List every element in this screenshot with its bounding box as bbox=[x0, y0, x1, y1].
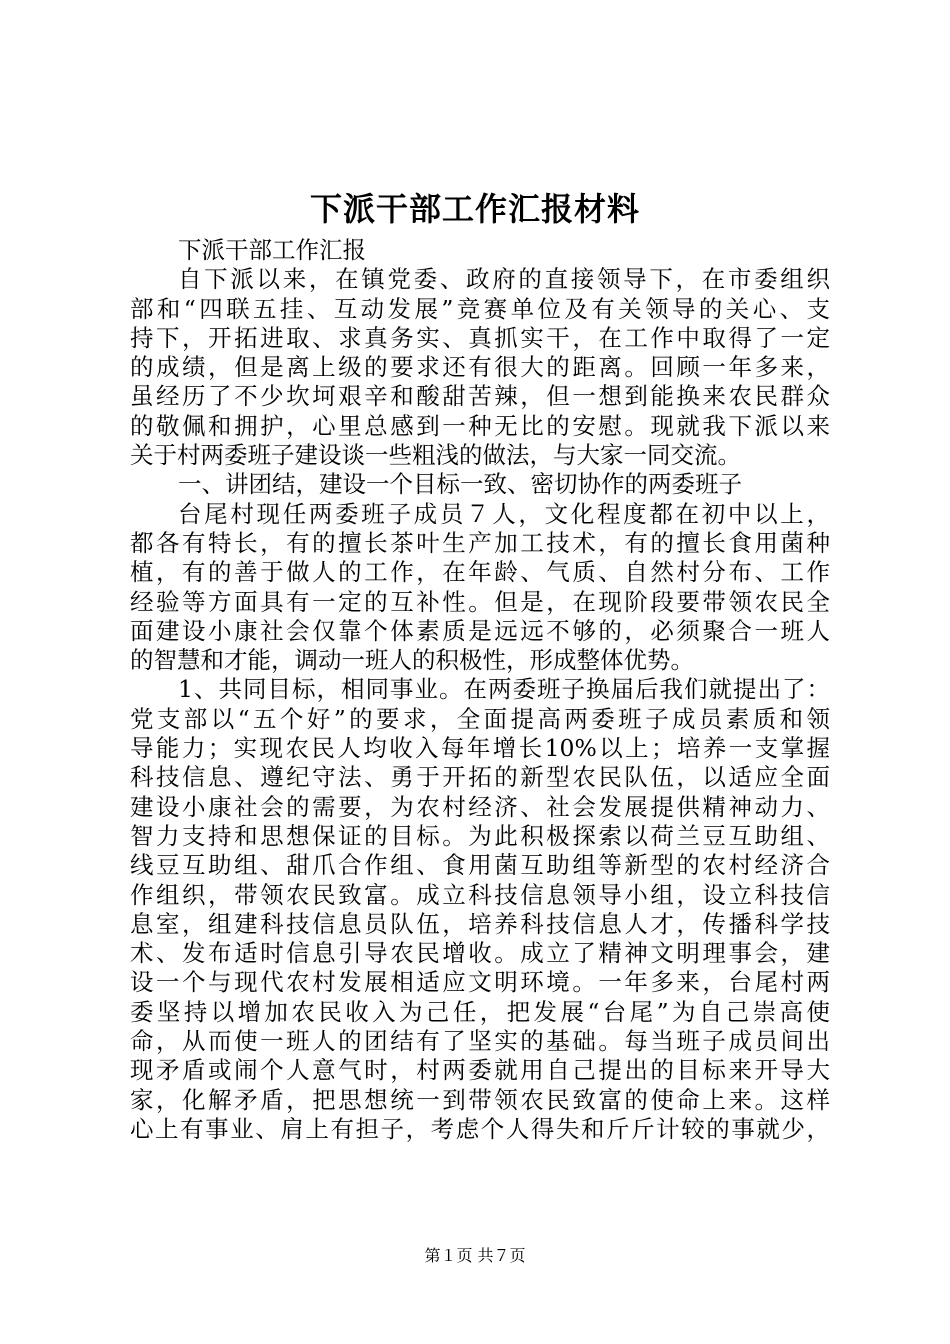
paragraph-line: 息室，组建科技信息员队伍，培养科技信息人才，传播科学技 bbox=[130, 909, 830, 938]
paragraph-line: 命，从而使一班人的团结有了坚实的基础。每当班子成员间出 bbox=[130, 1027, 830, 1056]
paragraph-line: 部和“四联五挂、互动发展”竞赛单位及有关领导的关心、支 bbox=[130, 294, 830, 323]
page-footer: 第１页 共７页 bbox=[424, 1246, 526, 1265]
paragraph-line: 持下，开拓进取、求真务实、真抓实干，在工作中取得了一定 bbox=[130, 323, 830, 352]
paragraph-line: 1、共同目标，相同事业。在两委班子换届后我们就提出了： bbox=[178, 675, 830, 704]
paragraph-line: 经验等方面具有一定的互补性。但是，在现阶段要带领农民全 bbox=[130, 587, 830, 616]
paragraph-line: 术、发布适时信息引导农民增收。成立了精神文明理事会，建 bbox=[130, 939, 830, 968]
paragraph-line: 的成绩，但是离上级的要求还有很大的距离。回顾一年多来， bbox=[130, 353, 830, 382]
heading-line: 下派干部工作汇报 bbox=[178, 236, 366, 264]
paragraph-line: 导能力；实现农民人均收入每年增长10%以上；培养一支掌握 bbox=[130, 734, 830, 763]
paragraph-line: 作组织，带领农民致富。成立科技信息领导小组，设立科技信 bbox=[130, 880, 830, 909]
paragraph-line: 植，有的善于做人的工作，在年龄、气质、自然村分布、工作 bbox=[130, 558, 830, 587]
paragraph-line: 委坚持以增加农民收入为己任，把发展“台尾”为自己崇高使 bbox=[130, 997, 830, 1026]
paragraph-line: 科技信息、遵纪守法、勇于开拓的新型农民队伍，以适应全面 bbox=[130, 763, 830, 792]
paragraph-line: 智力支持和思想保证的目标。为此积极探索以荷兰豆互助组、 bbox=[130, 821, 830, 850]
paragraph-line: 的敬佩和拥护，心里总感到一种无比的安慰。现就我下派以来 bbox=[130, 411, 830, 440]
paragraph-line: 现矛盾或闹个人意气时，村两委就用自己提出的目标来开导大 bbox=[130, 1056, 830, 1085]
section-heading: 一、讲团结，建设一个目标一致、密切协作的两委班子 bbox=[178, 470, 742, 499]
paragraph-line: 设一个与现代农村发展相适应文明环境。一年多来，台尾村两 bbox=[130, 968, 830, 997]
paragraph-line: 党支部以“五个好”的要求，全面提高两委班子成员素质和领 bbox=[130, 704, 830, 733]
paragraph-line: 自下派以来，在镇党委、政府的直接领导下，在市委组织 bbox=[178, 265, 830, 294]
paragraph-line: 建设小康社会的需要，为农村经济、社会发展提供精神动力、 bbox=[130, 792, 830, 821]
document-title: 下派干部工作汇报材料 bbox=[309, 190, 640, 228]
paragraph-line: 关于村两委班子建设谈一些粗浅的做法，与大家一同交流。 bbox=[130, 441, 741, 470]
paragraph-line: 心上有事业、肩上有担子，考虑个人得失和斤斤计较的事就少， bbox=[130, 1114, 830, 1143]
paragraph-line: 台尾村现任两委班子成员７人，文化程度都在初中以上， bbox=[178, 499, 830, 528]
paragraph-line: 虽经历了不少坎坷艰辛和酸甜苦辣，但一想到能换来农民群众 bbox=[130, 382, 830, 411]
paragraph-line: 面建设小康社会仅靠个体素质是远远不够的，必须聚合一班人 bbox=[130, 616, 830, 645]
paragraph-line: 家，化解矛盾，把思想统一到带领农民致富的使命上来。这样 bbox=[130, 1085, 830, 1114]
document-body bbox=[130, 236, 830, 1144]
paragraph-line: 都各有特长，有的擅长茶叶生产加工技术，有的擅长食用菌种 bbox=[130, 528, 830, 557]
paragraph-line: 的智慧和才能，调动一班人的积极性，形成整体优势。 bbox=[130, 646, 694, 675]
paragraph-line: 线豆互助组、甜爪合作组、食用菌互助组等新型的农村经济合 bbox=[130, 851, 830, 880]
